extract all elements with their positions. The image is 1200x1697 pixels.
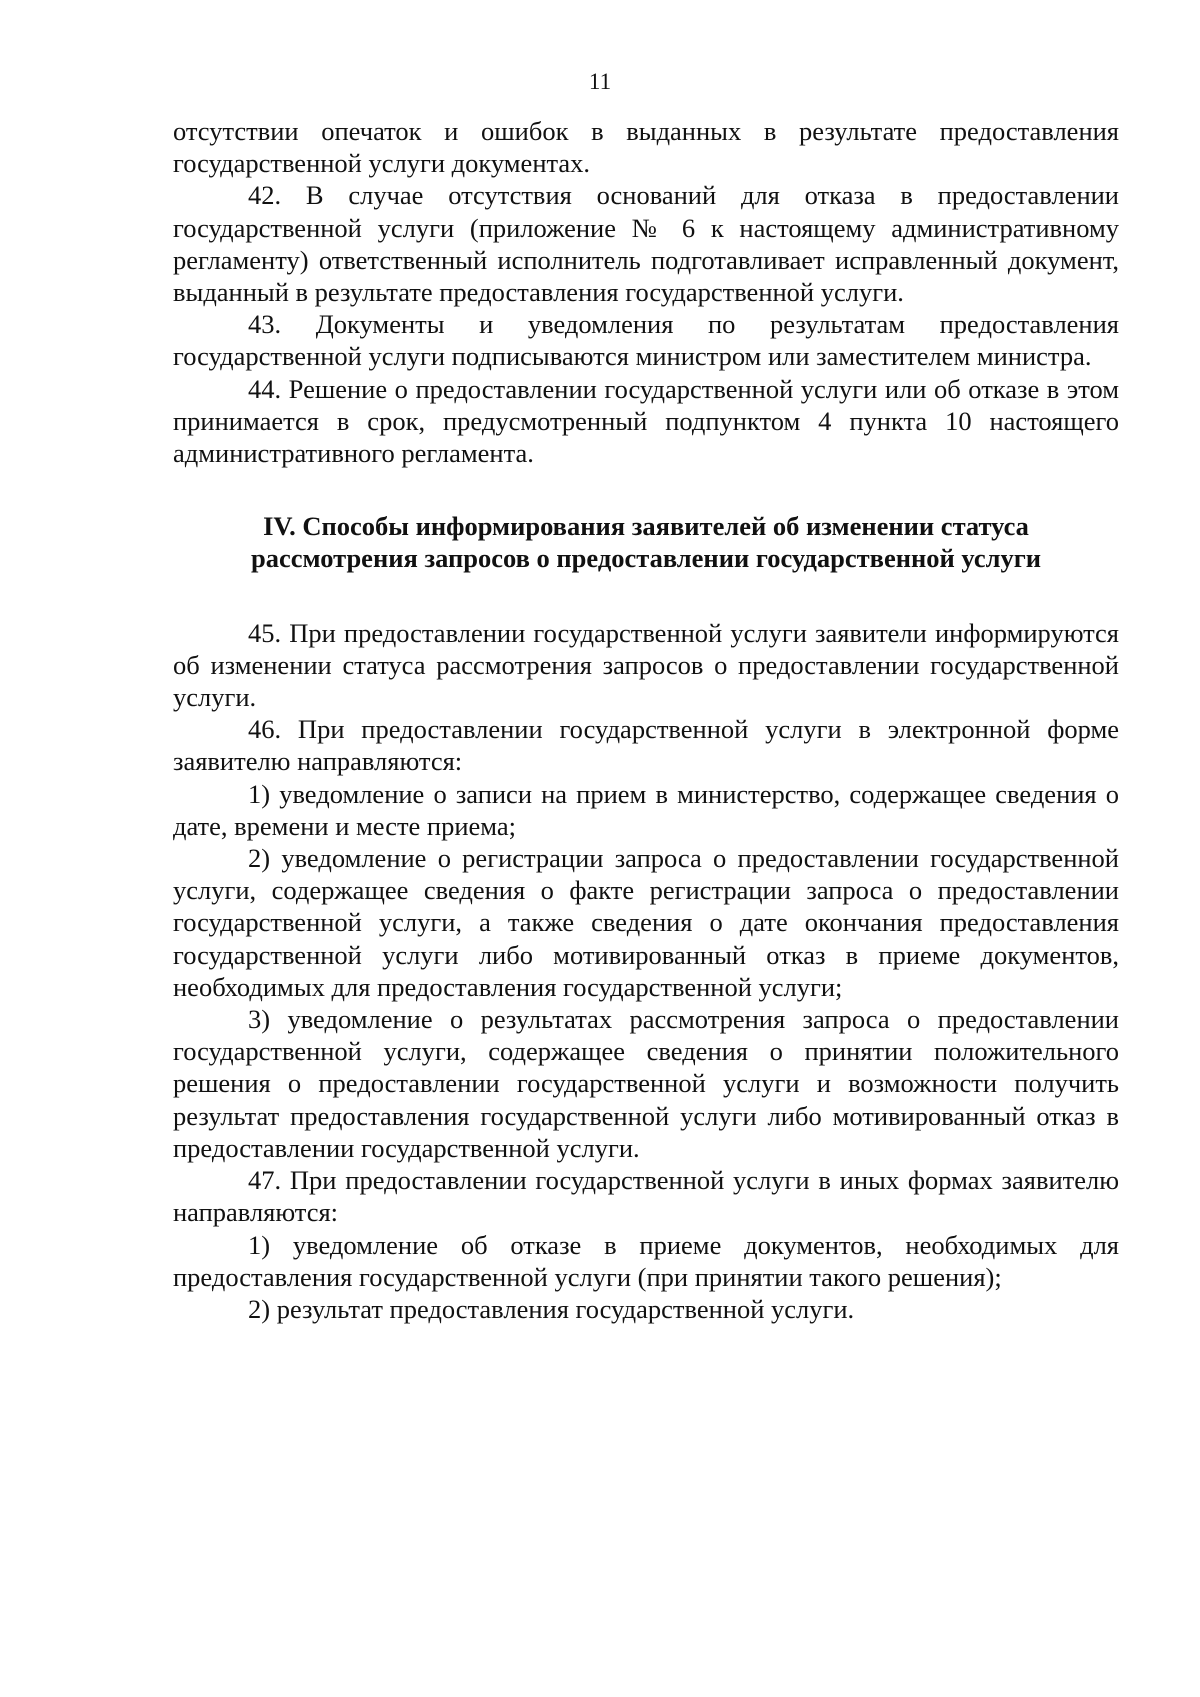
section-heading-line-2: рассмотрения запросов о предоставлении государственной услуги <box>250 543 1042 574</box>
paragraph-43: 43. Документы и уведомления по результатам предоставления государственной услуги подписываются министром или заместителем министра. <box>173 309 1119 372</box>
paragraph-47-item-1: 1) уведомление об отказе в приеме документов, необходимых для предоставления государственной услуги (при принятии такого решения); <box>173 1229 1119 1292</box>
section-heading-line-1: IV. Способы информирования заявителей об изменении статуса <box>263 511 1029 542</box>
section-heading <box>173 510 1119 574</box>
paragraph-46-item-2: 2) уведомление о регистрации запроса о предоставлении государственной услуги, содержащее сведения о факте регистрации запроса о предоставлении государственной услуги, а также сведения о дате окончания предоставления государственной услуги либо мотивированный отказ в приеме документов, необходимых для предоставления государственной услуги; <box>173 843 1119 1002</box>
paragraph-46: 46. При предоставлении государственной услуги в электронной форме заявителю направляются: <box>173 714 1119 777</box>
paragraph-47: 47. При предоставлении государственной услуги в иных формах заявителю направляются: <box>173 1165 1119 1228</box>
document-body <box>173 115 1119 1325</box>
paragraph-45: 45. При предоставлении государственной услуги заявители информируются об изменении статуса рассмотрения запросов о предоставлении государственной услуги. <box>173 617 1119 713</box>
paragraph-46-item-1: 1) уведомление о записи на прием в министерство, содержащее сведения о дате, времени и месте приема; <box>173 778 1119 841</box>
page-number: 11 <box>588 69 612 94</box>
paragraph-continuation: отсутствии опечаток и ошибок в выданных в результате предоставления государственной услуги документах. <box>173 116 1119 179</box>
paragraph-42: 42. В случае отсутствия оснований для отказа в предоставлении государственной услуги (приложение № 6 к настоящему административному регламенту) ответственный исполнитель подготавливает исправленный документ, выданный в результате предоставления государственной услуги. <box>173 180 1119 308</box>
paragraph-47-item-2: 2) результат предоставления государственной услуги. <box>248 1293 855 1324</box>
paragraph-46-item-3: 3) уведомление о результатах рассмотрения запроса о предоставлении государственной услуги, содержащее сведения о принятии положительного решения о предоставлении государственной услуги и возможности получить результат предоставления государственной услуги либо мотивированный отказ в предоставлении государственной услуги. <box>173 1004 1119 1163</box>
paragraph-44: 44. Решение о предоставлении государственной услуги или об отказе в этом принимается в срок, предусмотренный подпунктом 4 пункта 10 настоящего административного регламента. <box>173 373 1119 469</box>
